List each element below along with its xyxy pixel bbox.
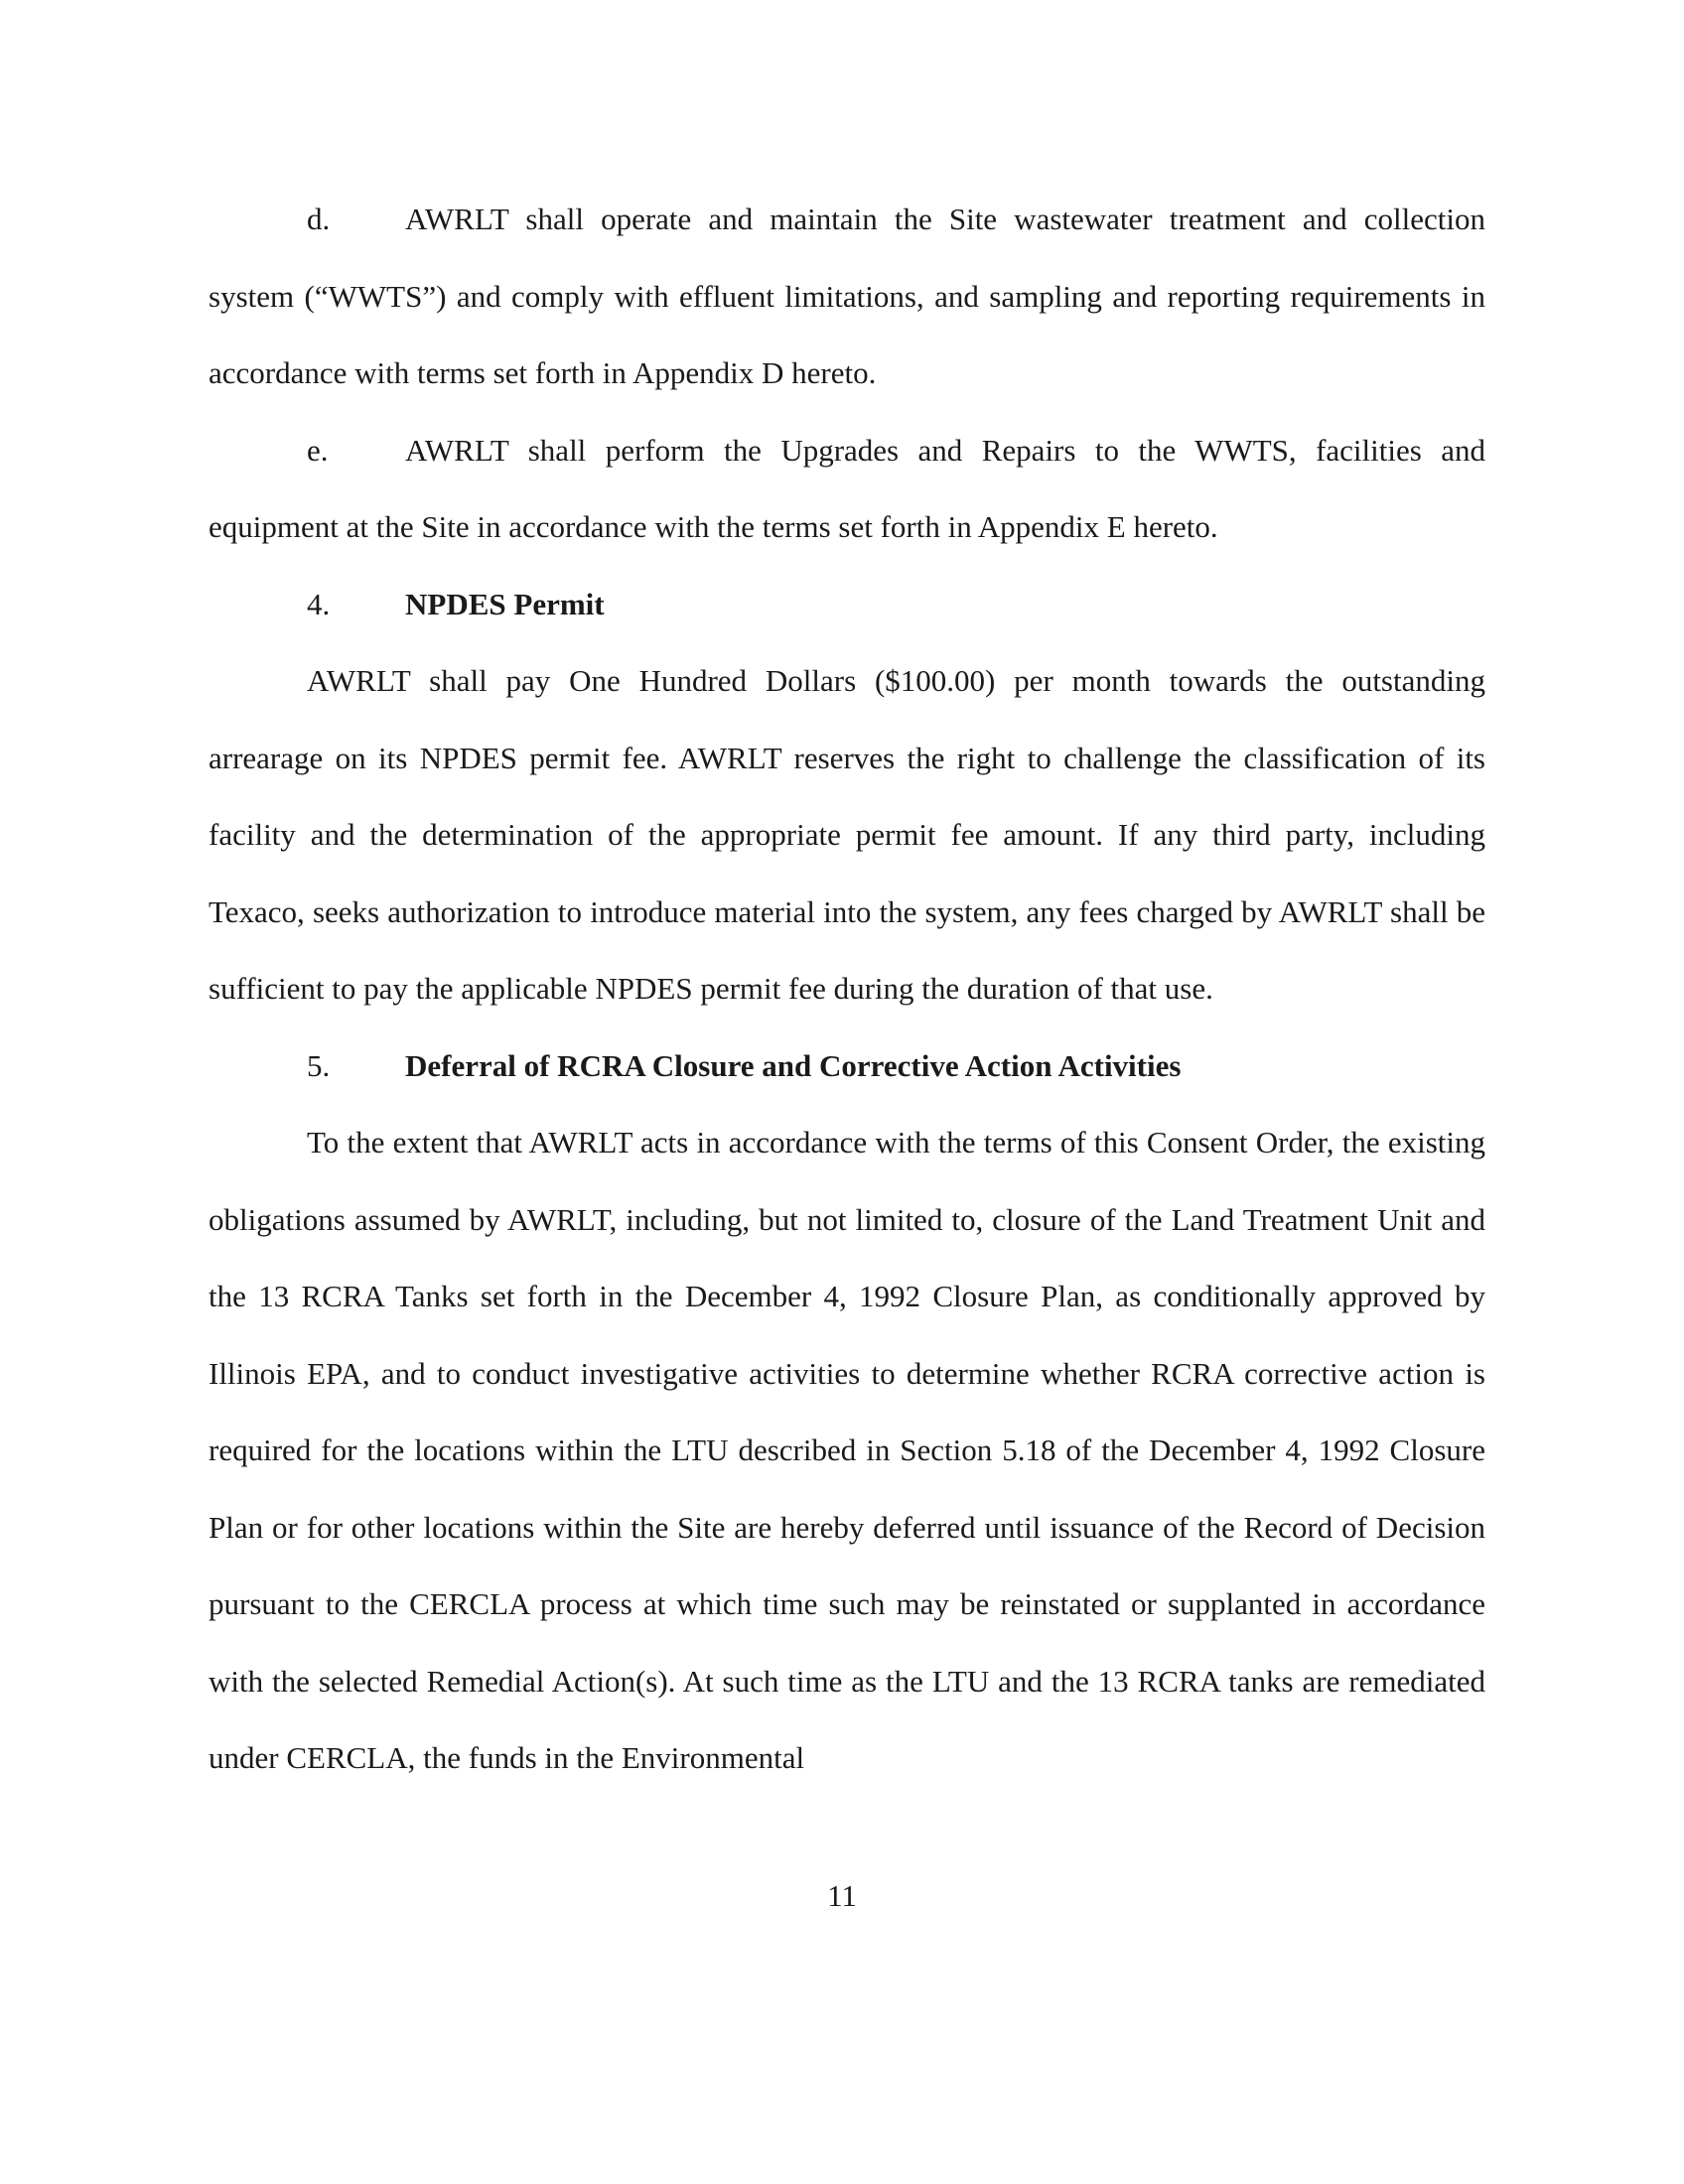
item-e-text: AWRLT shall perform the Upgrades and Repairs to the WWTS, facilities and equipment at the Site in accordance with the terms set forth in Appendix E hereto.	[209, 432, 1485, 544]
paragraph-item-d	[209, 181, 1485, 412]
section-5-heading	[209, 1027, 1485, 1105]
page-number: 11	[827, 1878, 857, 1913]
section-5-title: Deferral of RCRA Closure and Corrective Action Activities	[405, 1047, 1182, 1083]
section-4-heading	[209, 566, 1485, 643]
section-4-number: 4.	[307, 586, 331, 621]
item-d-text: AWRLT shall operate and maintain the Site wastewater treatment and collection system (“WWTS”) and comply with effluent limitations, and sampling and reporting requirements in accordance with terms set forth in Appendix D hereto.	[209, 202, 1485, 390]
section-5-paragraph: To the extent that AWRLT acts in accordance with the terms of this Consent Order, the existing obligations assumed by AWRLT, including, but not limited to, closure of the Land Treatment Unit and the 13 RCRA Tanks set forth in the December 4, 1992 Closure Plan, as conditionally approved by Illinois EPA, and to conduct investigative activities to determine whether RCRA corrective action is required for the locations within the LTU described in Section 5.18 of the December 4, 1992 Closure Plan or for other locations within the Site are hereby deferred until issuance of the Record of Decision pursuant to the CERCLA process at which time such may be reinstated or supplanted in accordance with the selected Remedial Action(s). At such time as the LTU and the 13 RCRA tanks are remediated under CERCLA, the funds in the Environmental	[209, 1125, 1485, 1775]
item-d-label: d.	[307, 202, 331, 236]
section-5-number: 5.	[307, 1047, 331, 1083]
paragraph-item-e	[209, 412, 1485, 566]
item-e-label: e.	[307, 432, 329, 468]
section-4-title: NPDES Permit	[405, 586, 605, 621]
section-4-paragraph: AWRLT shall pay One Hundred Dollars ($100.00) per month towards the outstanding arrearage on its NPDES permit fee. AWRLT reserves the right to challenge the classification of its facility and the determination of the appropriate permit fee amount. If any third party, including Texaco, seeks authorization to introduce material into the system, any fees charged by AWRLT shall be sufficient to pay the applicable NPDES permit fee during the duration of that use.	[209, 663, 1485, 1006]
document-page	[209, 181, 1485, 1797]
